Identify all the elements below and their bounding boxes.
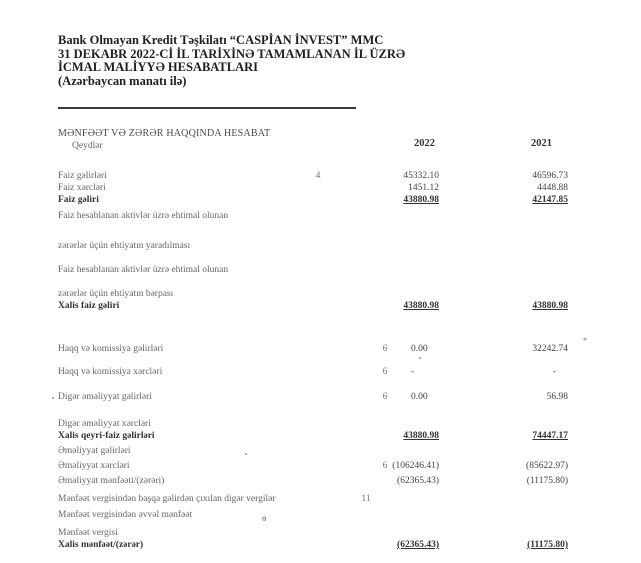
value-2022: 1451.12 — [408, 183, 439, 193]
row-label: zərərlər üçün ehtiyatın bərpası — [58, 289, 174, 299]
row-label: Xalis faiz gəliri — [58, 301, 120, 311]
scan-speck — [245, 453, 247, 455]
value-2022: (106246.41) — [392, 461, 439, 471]
row-provision-creation — [0, 240, 641, 252]
value-2022: 43880.98 — [403, 301, 439, 311]
value-2022: 0.00 — [411, 344, 428, 354]
row-net-interest-income — [0, 300, 641, 312]
row-net-interest — [0, 194, 641, 206]
row-label: Faiz gəliri — [58, 195, 99, 205]
value-2021: 32242.74 — [532, 344, 568, 354]
row-net-profit — [0, 539, 641, 551]
year-2022-header: 2022 — [414, 138, 435, 149]
document-header — [58, 34, 478, 88]
value-2022: 45332.10 — [403, 171, 439, 181]
report-title: İCMAL MALİYYƏ HESABATLARI — [58, 60, 258, 74]
row-label: zərərlər üçün ehtiyatın yaradılması — [58, 241, 191, 251]
row-note: 4 — [315, 171, 321, 181]
row-label: Mənfəət vergisindən başqa gəlirdən çıxılan digər vergilər — [58, 494, 276, 504]
row-label: Haqq və komissiya gəlirləri — [58, 344, 164, 354]
value-2021: 46596.73 — [532, 171, 568, 181]
value-2021: 42147.85 — [532, 195, 568, 205]
row-interest-expense — [0, 182, 641, 194]
scan-speck — [419, 357, 421, 359]
row-label: Mənfəət vergisi — [58, 528, 118, 538]
value-2021: (11175.80) — [526, 476, 568, 486]
ink-mark: ɵ — [262, 513, 267, 523]
year-2021-header: 2021 — [531, 138, 552, 149]
row-label: Xalis mənfəət/(zərər) — [58, 540, 144, 550]
company-name: Bank Olmayan Kredit Təşkilatı “CASPİAN İNVEST” MMC — [58, 33, 384, 47]
value-2022: (62365.43) — [397, 540, 439, 550]
currency-note: (Azərbaycan manatı ilə) — [58, 73, 187, 88]
value-2021: (85622.97) — [526, 461, 568, 471]
value-2022: - — [411, 367, 415, 377]
value-2021: 4448.88 — [537, 183, 568, 193]
value-2022: 43880.98 — [403, 431, 439, 441]
row-note: 6 — [382, 461, 388, 471]
row-note: 6 — [382, 367, 388, 377]
value-2021: - — [552, 367, 556, 377]
row-fee-expense — [0, 366, 641, 378]
row-label: Faiz hesablanan aktivlər üzrə ehtimal olunan — [58, 211, 229, 221]
row-other-op-income — [0, 391, 641, 403]
value-2022: (62365.43) — [397, 476, 439, 486]
row-income-tax — [0, 527, 641, 539]
row-provision-label-1 — [0, 210, 641, 222]
row-interest-income — [0, 170, 641, 182]
value-2021: 74447.17 — [532, 431, 568, 441]
row-label: Mənfəət vergisindən əvvəl mənfəət — [58, 510, 193, 520]
notes-column-header: Qeydlər — [72, 141, 103, 151]
value-2022: 43880.98 — [403, 195, 439, 205]
report-period: 31 DEKABR 2022-Cİ İL TARİXİNƏ TAMAMLANAN İL ÜZRƏ — [58, 46, 406, 61]
row-op-expense — [0, 460, 641, 472]
statement-title: MƏNFƏƏT VƏ ZƏRƏR HAQQINDA HESABAT — [58, 128, 271, 139]
row-note: 6 — [382, 392, 388, 402]
row-other-op-expense — [0, 418, 641, 430]
row-other-taxes — [0, 493, 641, 505]
row-note: 6 — [382, 344, 388, 354]
row-op-profit — [0, 475, 641, 487]
row-label: Faiz gəlirləri — [58, 171, 107, 181]
row-label: Faiz hesablanan aktivlər üzrə ehtimal olunan — [58, 265, 229, 275]
value-2021: 43880.98 — [532, 301, 568, 311]
row-label: Əməliyyat gəlirləri — [58, 446, 131, 456]
row-net-non-interest — [0, 430, 641, 442]
row-pretax-profit — [0, 509, 641, 521]
scan-speck — [52, 397, 54, 399]
row-op-income — [0, 445, 641, 457]
row-label: Digər əməliyyat gəlirləri — [58, 392, 152, 402]
row-label: Haqq və komissiya xərcləri — [58, 367, 163, 377]
value-2022: 0.00 — [411, 392, 428, 402]
value-2021: 56.98 — [546, 392, 568, 402]
value-2021: (11175.80) — [527, 540, 568, 550]
row-label: Xalis qeyri-faiz gəlirləri — [58, 431, 155, 441]
row-label: Əməliyyat xərcləri — [58, 461, 130, 471]
row-fee-income — [0, 343, 641, 355]
row-provision-label-2 — [0, 264, 641, 276]
header-divider — [58, 107, 356, 109]
row-label: Digər əməliyyat xərcləri — [58, 419, 151, 429]
row-label: Faiz xərcləri — [58, 183, 106, 193]
row-note: 11 — [361, 494, 371, 504]
ink-mark: * — [583, 336, 587, 345]
row-provision-reversal — [0, 288, 641, 300]
row-label: Əməliyyat mənfəəti/(zərəri) — [58, 476, 165, 486]
